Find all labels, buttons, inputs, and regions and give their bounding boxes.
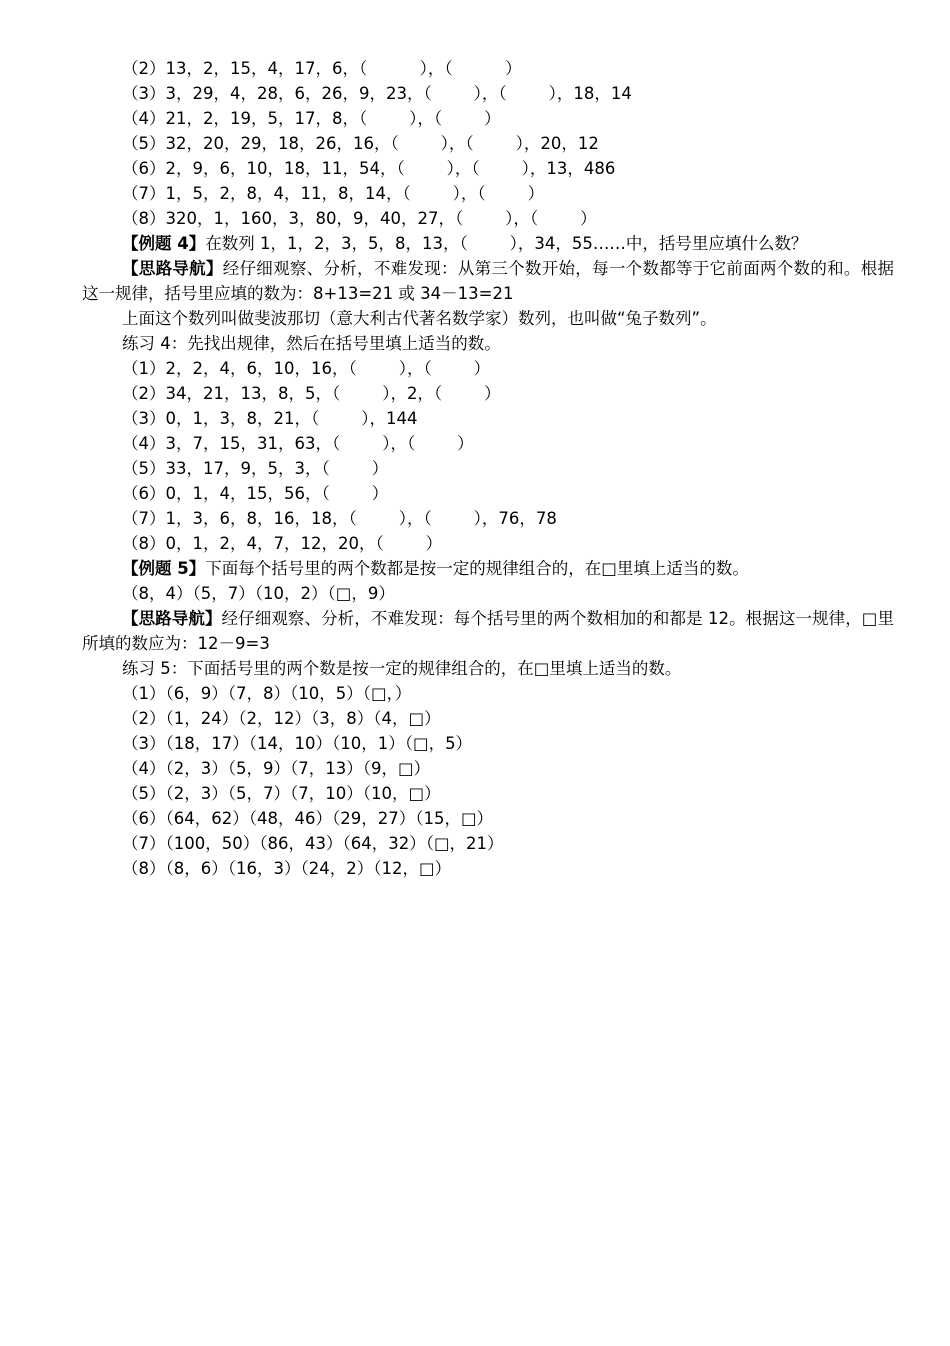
practice-5-item-1: （1）（6，9）（7，8）（10，5）（□，） [122,684,412,703]
practice-3-item-8: （8）320，1，160，3，80，9，40，27，（ ），（ ） [122,209,597,228]
example-5-sequence: （8，4）（5，7）（10，2）（□，9） [122,584,395,603]
guide-5-text: 经仔细观察、分析，不难发现：每个括号里的两个数相加的和都是 12。根据这一规律，□里所填的数应为：12－9=3 [82,609,894,653]
practice-3-items [82,56,894,231]
guide-4-heading: 【思路导航】 [122,259,223,278]
example-5 [82,556,894,581]
practice-4-item-1: （1）2，2，4，6，10，16，（ ），（ ） [122,359,491,378]
practice-5-item-8: （8）（8，6）（16，3）（24，2）（12，□） [122,859,452,878]
practice-4-item-5: （5）33，17，9，5，3，（ ） [122,459,389,478]
practice-3-item-7: （7）1，5，2，8，4，11，8，14，（ ），（ ） [122,184,545,203]
practice-4-title: 练习 4：先找出规律，然后在括号里填上适当的数。 [122,334,501,353]
practice-5-item-4: （4）（2，3）（5，9）（7，13）（9，□） [122,759,431,778]
example-4 [82,231,894,256]
practice-4-item-4: （4）3，7，15，31，63，（ ），（ ） [122,434,474,453]
practice-5-items [82,681,894,881]
example-5-text: 下面每个括号里的两个数都是按一定的规律组合的，在□里填上适当的数。 [205,559,749,578]
practice-5-item-7: （7）（100，50）（86，43）（64，32）（□，21） [122,834,504,853]
note-4: 上面这个数列叫做斐波那切（意大利古代著名数学家）数列，也叫做“兔子数列”。 [122,309,717,328]
example-5-heading: 【例题 5】 [122,559,206,578]
practice-4-item-7: （7）1，3，6，8，16，18，（ ），（ ），76，78 [122,509,557,528]
example-4-text: 在数列 1，1，2，3，5，8，13，（ ），34，55……中，括号里应填什么数？ [205,234,808,253]
practice-5-item-5: （5）（2，3）（5，7）（7，10）（10，□） [122,784,441,803]
practice-4-items [82,356,894,556]
guide-4 [82,256,894,306]
example-4-heading: 【例题 4】 [122,234,206,253]
practice-4-item-8: （8）0，1，2，4，7，12，20，（ ） [122,534,443,553]
guide-4-text: 经仔细观察、分析，不难发现：从第三个数开始，每一个数都等于它前面两个数的和。根据这一规律，括号里应填的数为：8+13=21 或 34－13=21 [82,259,895,303]
practice-3-item-5: （5）32，20，29，18，26，16，（ ），（ ），20，12 [122,134,599,153]
practice-3-item-4: （4）21，2，19，5，17，8，（ ），（ ） [122,109,501,128]
practice-3-item-3: （3）3，29，4，28，6，26，9，23，（ ），（ ），18，14 [122,84,632,103]
practice-5-title: 练习 5：下面括号里的两个数是按一定的规律组合的，在□里填上适当的数。 [122,659,682,678]
guide-5-heading: 【思路导航】 [122,609,222,628]
practice-5-item-6: （6）（64，62）（48，46）（29，27）（15，□） [122,809,494,828]
practice-5-item-3: （3）（18，17）（14，10）（10，1）（□，5） [122,734,473,753]
guide-5 [82,606,894,656]
practice-3-item-6: （6）2，9，6，10，18，11，54，（ ），（ ），13，486 [122,159,616,178]
practice-4-item-2: （2）34，21，13，8，5，（ ），2，（ ） [122,384,501,403]
practice-4-item-6: （6）0，1，4，15，56，（ ） [122,484,389,503]
practice-3-item-2: （2）13，2，15，4，17，6，（ ），（ ） [122,59,522,78]
practice-5-item-2: （2）（1，24）（2，12）（3，8）（4，□） [122,709,441,728]
document-content [82,56,894,881]
practice-4-item-3: （3）0，1，3，8，21，（ ），144 [122,409,418,428]
